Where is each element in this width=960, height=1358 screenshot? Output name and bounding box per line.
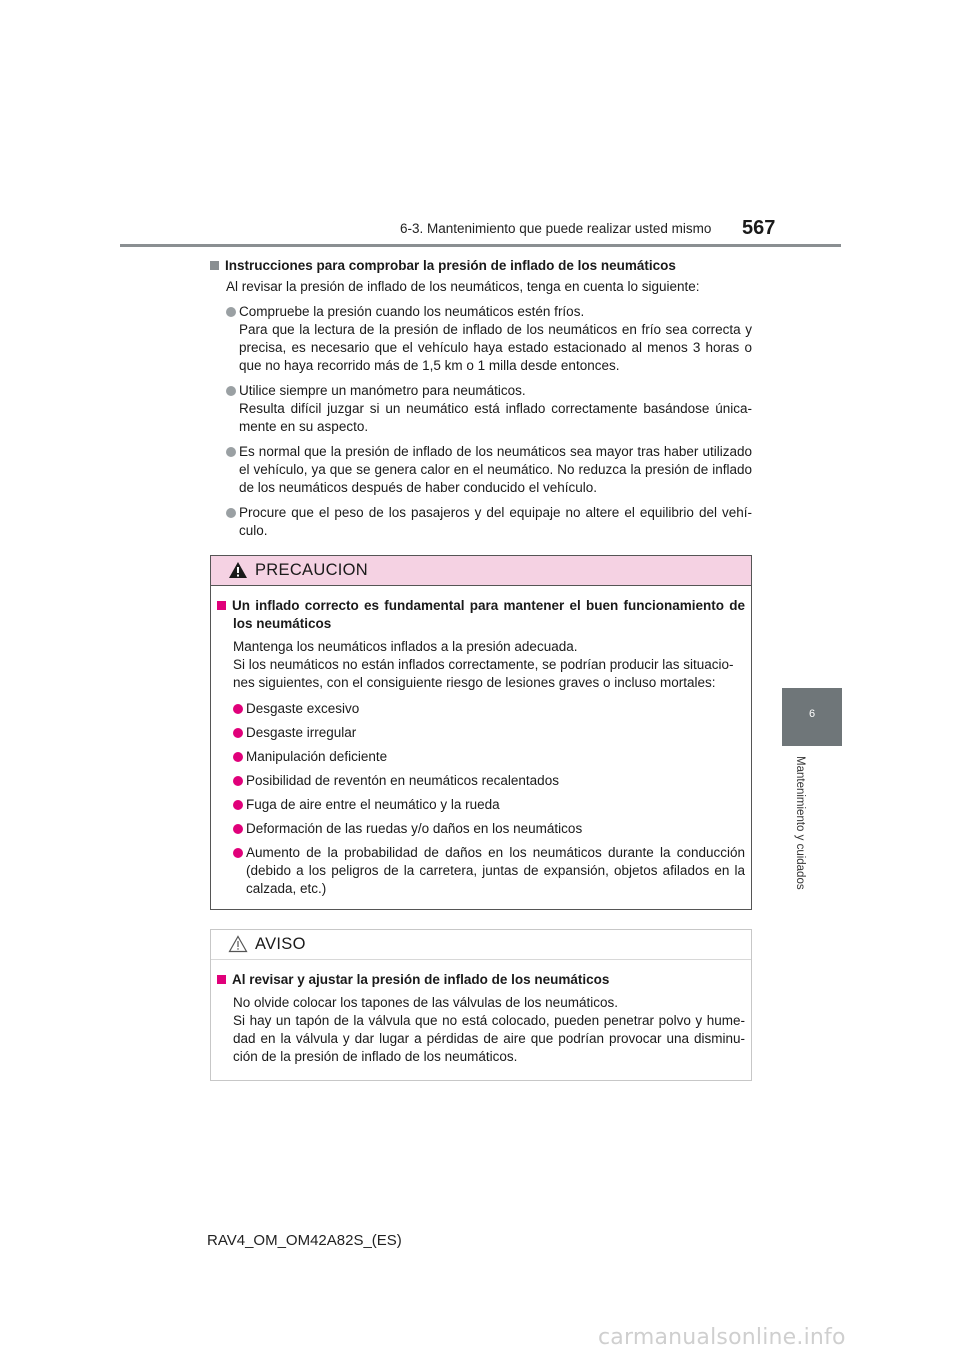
bullet-item: Es normal que la presión de inflado de los neumáticos sea mayor tras haber utilizado el vehículo, ya que se genera calor en el neumático. No reduzca la presión de inflado de los neumáticos después de haber conducido el vehículo. [226, 443, 752, 497]
bullet-item: Utilice siempre un manómetro para neumáticos. Resulta difícil juzgar si un neumático está inflado correctamente basándose única-mente en su aspecto. [226, 382, 752, 436]
aviso-body [211, 960, 751, 1066]
round-bullet-icon [233, 752, 243, 762]
precaucion-item: Desgaste irregular [233, 724, 745, 742]
precaucion-header [211, 556, 751, 586]
round-bullet-icon [233, 704, 243, 714]
precaucion-heading: Un inflado correcto es fundamental para mantener el buen funcionamiento de los neumáticos [217, 597, 745, 633]
round-bullet-icon [233, 800, 243, 810]
chapter-tab [782, 688, 842, 746]
round-bullet-icon [226, 386, 236, 396]
square-bullet-icon [217, 975, 226, 984]
precaucion-item: Aumento de la probabilidad de daños en los neumáticos durante la conducción (debido a los peligros de la carretera, juntas de expansión, objetos afilados en la calzada, etc.) [233, 844, 745, 898]
aviso-heading: Al revisar y ajustar la presión de inflado de los neumáticos [217, 971, 745, 989]
page-number: 567 [742, 217, 776, 239]
document-code: RAV4_OM_OM42A82S_(ES) [207, 1232, 402, 1249]
section-title: Instrucciones para comprobar la presión de inflado de los neumáticos [210, 257, 752, 275]
precaucion-body [211, 586, 751, 898]
aviso-box [210, 929, 752, 1081]
aviso-header [211, 930, 751, 960]
round-bullet-icon [226, 307, 236, 317]
square-bullet-icon [217, 601, 226, 610]
main-content [210, 254, 752, 540]
precaucion-paragraph: Mantenga los neumáticos inflados a la presión adecuada. Si los neumáticos no están inflados correctamente, se podrían producir las situacio-nes siguientes, con el consiguiente riesgo de lesiones graves o incluso mortales: [233, 639, 734, 690]
precaucion-item: Posibilidad de reventón en neumáticos recalentados [233, 772, 745, 790]
header-section-title: 6-3. Mantenimiento que puede realizar usted mismo [400, 221, 712, 236]
round-bullet-icon [233, 776, 243, 786]
round-bullet-icon [233, 824, 243, 834]
header-rule [120, 244, 841, 247]
precaucion-item: Manipulación deficiente [233, 748, 745, 766]
chapter-tab-number: 6 [808, 708, 816, 720]
precaucion-item: Deformación de las ruedas y/o daños en los neumáticos [233, 820, 745, 838]
precaucion-box [210, 555, 752, 910]
precaucion-item: Fuga de aire entre el neumático y la rueda [233, 796, 745, 814]
chapter-tab-label: Mantenimiento y cuidados [794, 756, 806, 890]
site-watermark: carmanualsonline.info [598, 1325, 846, 1350]
round-bullet-icon [233, 848, 243, 858]
round-bullet-icon [226, 508, 236, 518]
section-intro: Al revisar la presión de inflado de los neumáticos, tenga en cuenta lo siguiente: [226, 279, 700, 294]
bullet-item: Procure que el peso de los pasajeros y del equipaje no altere el equilibrio del vehí-culo. [226, 504, 752, 540]
round-bullet-icon [233, 728, 243, 738]
aviso-paragraph: No olvide colocar los tapones de las válvulas de los neumáticos. Si hay un tapón de la válvula que no está colocado, pueden penetrar polvo y hume-dad en la válvula y dar lugar a pérdidas de aire que podrían provocar una disminu-ción de la presión de inflado de los neumáticos. [233, 995, 745, 1064]
bullet-item: Compruebe la presión cuando los neumáticos estén fríos. Para que la lectura de la presión de inflado de los neumáticos en frío sea correcta y precisa, es necesario que el vehículo haya estado estacionado al menos 3 horas o que no haya recorrido más de 1,5 km o 1 milla desde entonces. [226, 303, 752, 375]
round-bullet-icon [226, 447, 236, 457]
precaucion-title: PRECAUCION [255, 561, 369, 579]
precaucion-item: Desgaste excesivo [233, 700, 745, 718]
square-bullet-icon [210, 261, 219, 270]
aviso-title: AVISO [255, 935, 306, 953]
warning-triangle-icon [228, 561, 248, 579]
warning-outline-icon [228, 935, 248, 953]
